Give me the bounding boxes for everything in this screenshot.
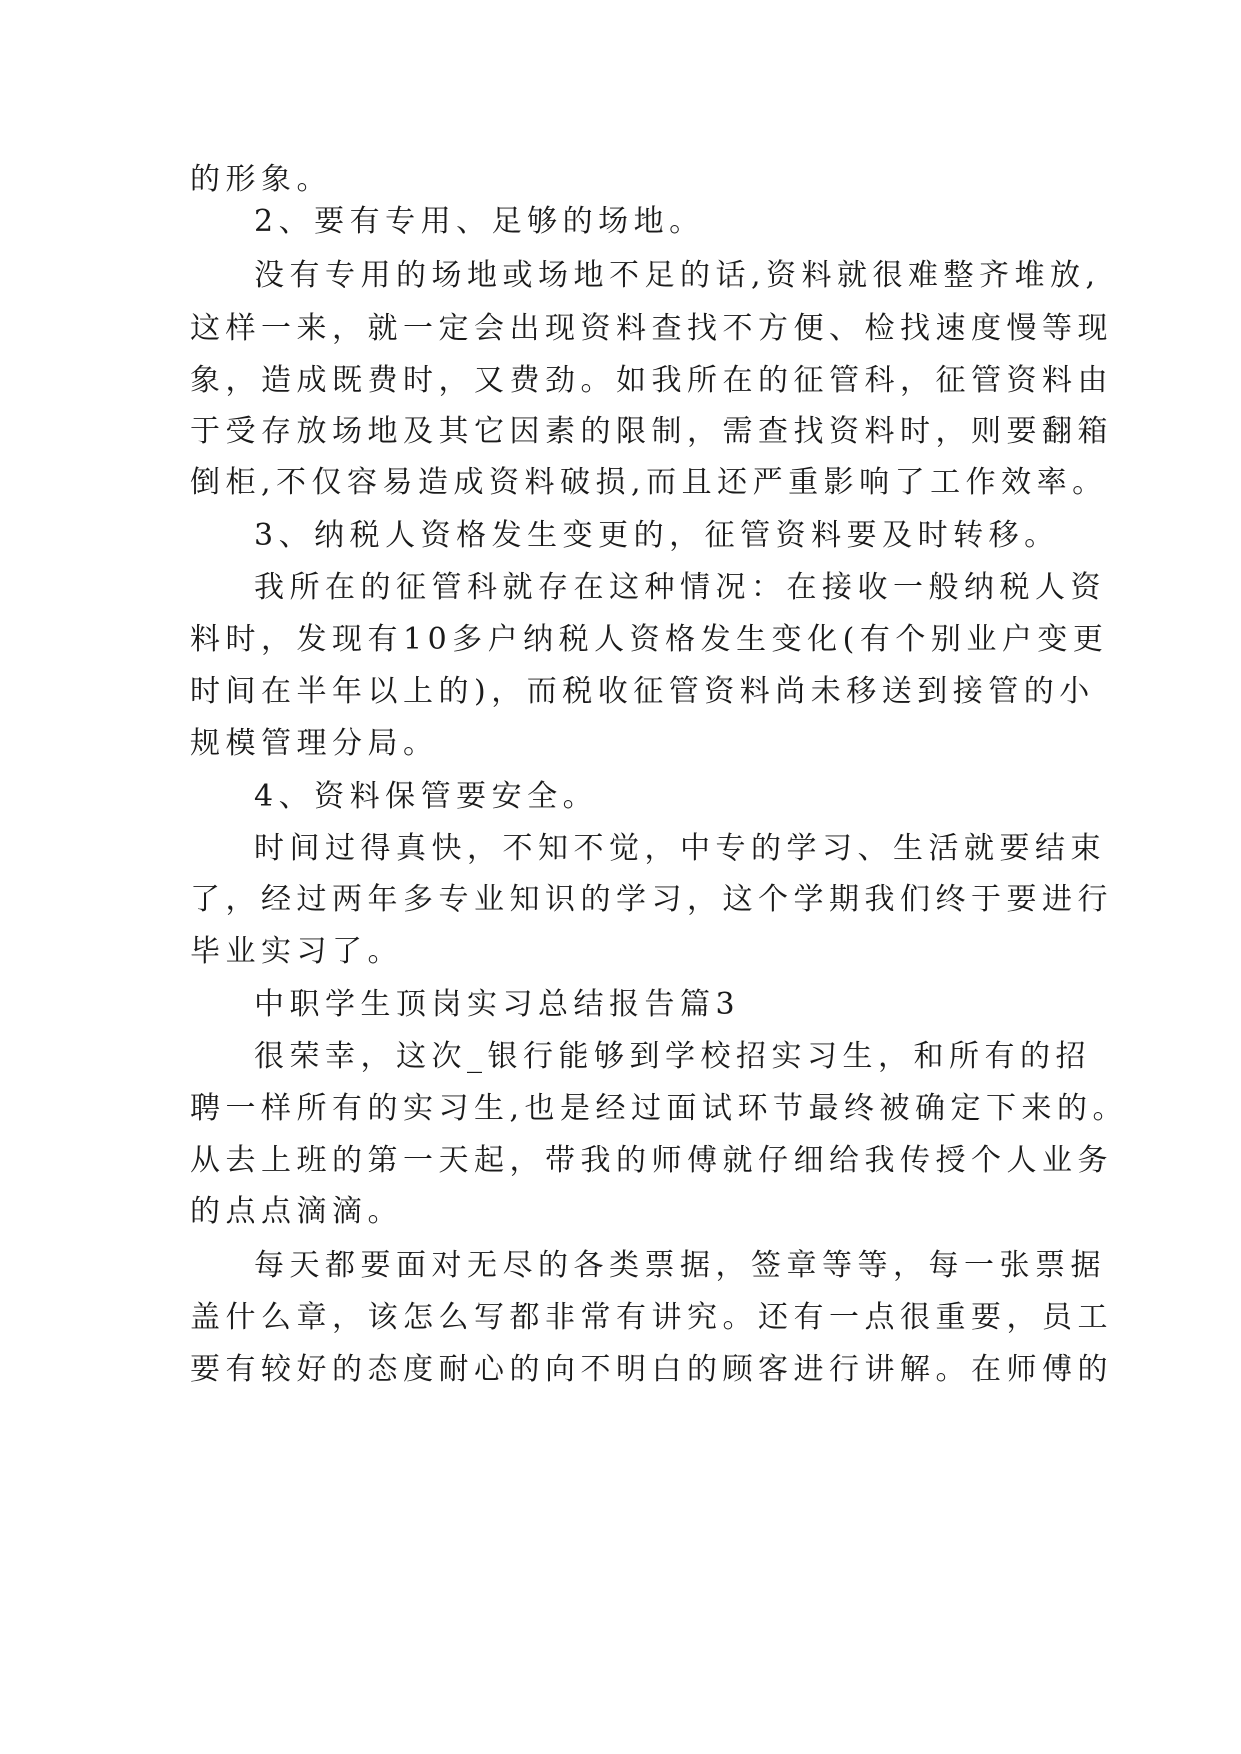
text-line: 时间在半年以上的)，而税收征管资料尚未移送到接管的小 bbox=[190, 674, 1095, 709]
text-line: 3、纳税人资格发生变更的，征管资料要及时转移。 bbox=[254, 518, 1060, 553]
text-line: 每天都要面对无尽的各类票据，签章等等，每一张票据 bbox=[254, 1248, 1106, 1283]
text-line: 要有较好的态度耐心的向不明白的顾客进行讲解。在师傅的 bbox=[190, 1352, 1113, 1387]
text-line: 聘一样所有的实习生,也是经过面试环节最终被确定下来的。 bbox=[190, 1091, 1129, 1126]
text-line: 很荣幸，这次_银行能够到学校招实习生，和所有的招 bbox=[254, 1039, 1091, 1074]
text-line: 时间过得真快，不知不觉，中专的学习、生活就要结束 bbox=[254, 831, 1106, 866]
text-line: 的点点滴滴。 bbox=[190, 1194, 403, 1229]
text-line: 的形象。 bbox=[190, 162, 332, 197]
text-line: 没有专用的场地或场地不足的话,资料就很难整齐堆放, bbox=[254, 258, 1101, 293]
text-line: 4、资料保管要安全。 bbox=[254, 779, 599, 814]
text-line: 盖什么章，该怎么写都非常有讲究。还有一点很重要，员工 bbox=[190, 1300, 1113, 1335]
text-line: 倒柜,不仅容易造成资料破损,而且还严重影响了工作效率。 bbox=[190, 465, 1108, 500]
text-line: 规模管理分局。 bbox=[190, 726, 439, 761]
text-line: 了，经过两年多专业知识的学习，这个学期我们终于要进行 bbox=[190, 882, 1113, 917]
text-line: 于受存放场地及其它因素的限制，需查找资料时，则要翻箱 bbox=[190, 414, 1113, 449]
section-heading: 中职学生顶岗实习总结报告篇3 bbox=[254, 987, 741, 1022]
text-line: 从去上班的第一天起，带我的师傅就仔细给我传授个人业务 bbox=[190, 1143, 1113, 1178]
text-line: 我所在的征管科就存在这种情况：在接收一般纳税人资 bbox=[254, 570, 1106, 605]
text-line: 2、要有专用、足够的场地。 bbox=[254, 204, 705, 239]
text-line: 料时，发现有10多户纳税人资格发生变化(有个别业户变更 bbox=[190, 622, 1109, 657]
text-line: 这样一来，就一定会出现资料查找不方便、检找速度慢等现 bbox=[190, 311, 1113, 346]
text-line: 毕业实习了。 bbox=[190, 934, 403, 969]
text-line: 象，造成既费时，又费劲。如我所在的征管科，征管资料由 bbox=[190, 363, 1113, 398]
